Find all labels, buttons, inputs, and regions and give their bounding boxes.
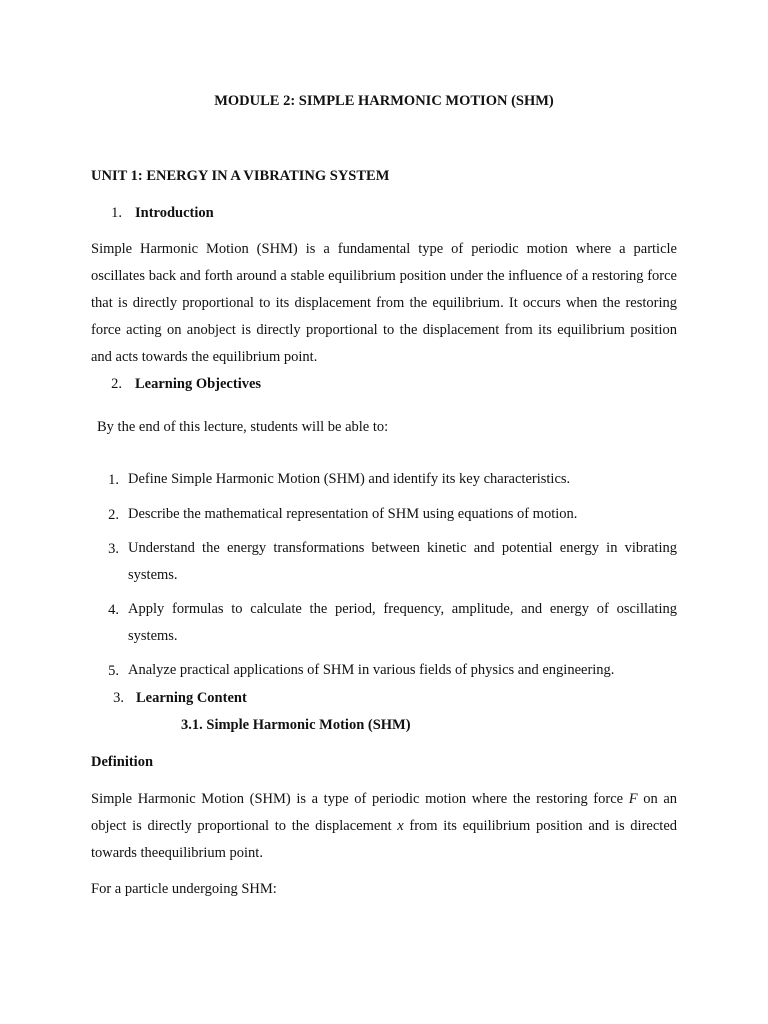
intro-paragraph: Simple Harmonic Motion (SHM) is a fundamental type of periodic motion where a particle oscillates back and forth around a stable equilibrium position under the influence of a restoring force that is directly proportional to its displacement from the equilibrium. It occurs when the restoring force acting on anobject is directly proportional to the displacement from its equilibrium position and acts towards the equilibrium point. xyxy=(91,241,677,365)
objective-item: Apply formulas to calculate the period, frequency, amplitude, and energy of oscillating systems. xyxy=(128,601,677,644)
definition-text: from its equilibrium position and is directed towards theequilibrium point. xyxy=(91,818,678,861)
module-title: MODULE 2: SIMPLE HARMONIC MOTION (SHM) xyxy=(214,93,554,109)
objectives-lead: By the end of this lecture, students will be able to: xyxy=(97,419,389,435)
section-title-learning-content: Learning Content xyxy=(136,690,247,706)
objective-item: Analyze practical applications of SHM in various fields of physics and engineering. xyxy=(128,662,615,678)
particle-line: For a particle undergoing SHM: xyxy=(91,881,277,897)
section-title-learning-objectives: Learning Objectives xyxy=(135,376,262,392)
objective-number: 5. xyxy=(108,663,119,679)
objective-item: Describe the mathematical representation of SHM using equations of motion. xyxy=(128,506,578,522)
objective-item: Define Simple Harmonic Motion (SHM) and identify its key characteristics. xyxy=(128,471,571,487)
objective-number: 3. xyxy=(108,541,119,557)
subsection-title: 3.1. Simple Harmonic Motion (SHM) xyxy=(181,717,411,733)
section-number: 3. xyxy=(113,690,124,706)
section-number: 2. xyxy=(111,376,122,392)
unit-title: UNIT 1: ENERGY IN A VIBRATING SYSTEM xyxy=(91,168,390,184)
definition-paragraph xyxy=(91,786,677,867)
definition-text: on an object is directly proportional to the displacement xyxy=(91,791,678,834)
objective-item: Understand the energy transformations between kinetic and potential energy in vibrating systems. xyxy=(128,540,677,583)
objective-number: 1. xyxy=(108,472,119,488)
objective-number: 4. xyxy=(108,602,119,618)
definition-text: Simple Harmonic Motion (SHM) is a type of periodic motion where the restoring force xyxy=(91,791,629,807)
force-variable: F xyxy=(628,791,638,807)
displacement-variable: x xyxy=(397,818,404,834)
section-number: 1. xyxy=(111,205,122,221)
definition-heading: Definition xyxy=(91,754,154,770)
section-title-introduction: Introduction xyxy=(135,205,214,221)
objective-number: 2. xyxy=(108,507,119,523)
